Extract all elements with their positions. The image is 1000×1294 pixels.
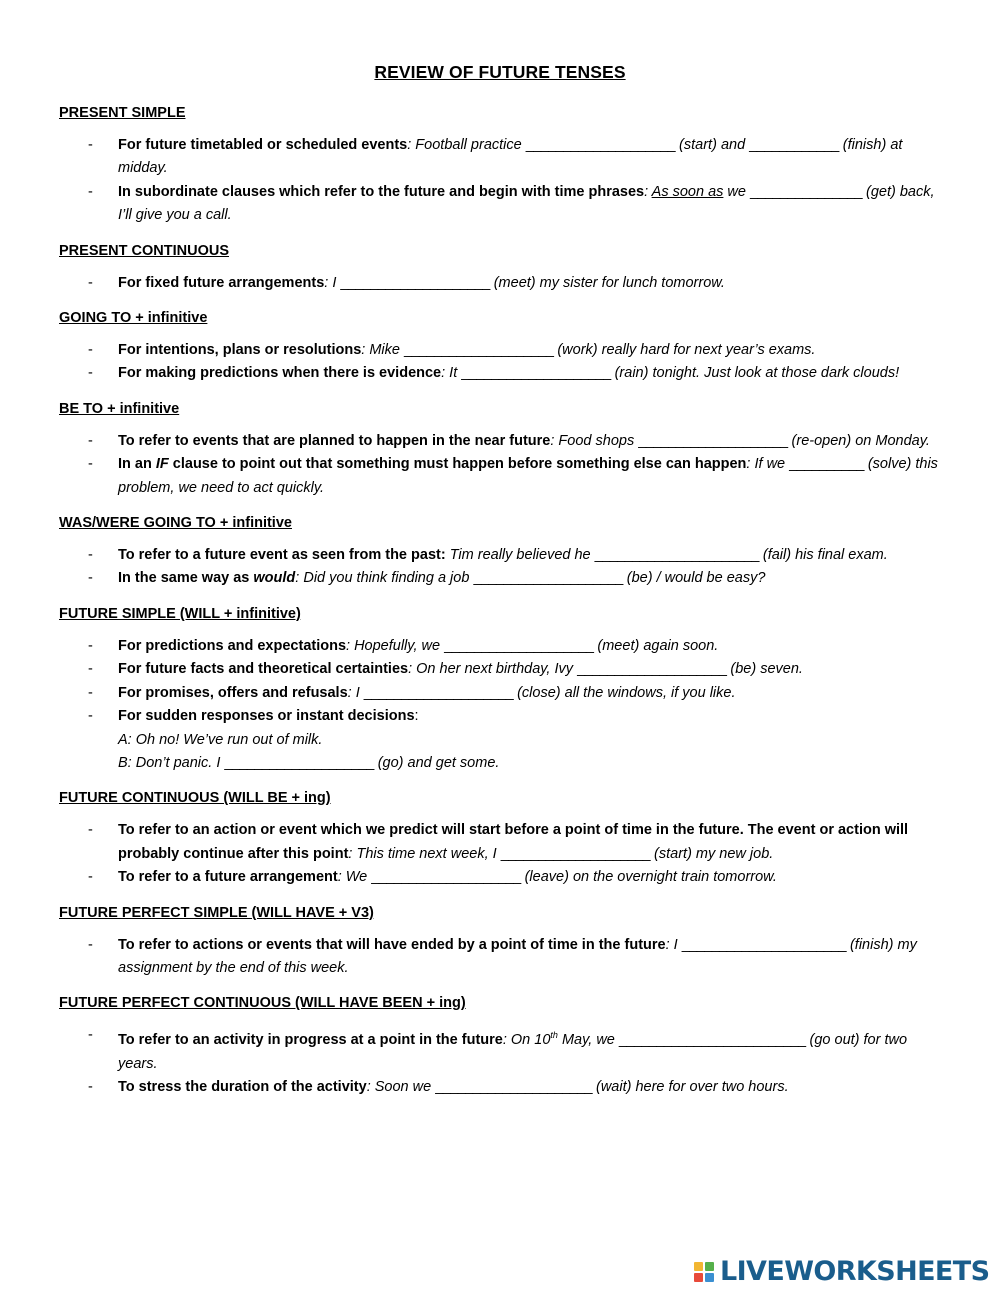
- text-run: : If we: [746, 456, 790, 473]
- rule-label: For future facts and theoretical certainties: [118, 661, 409, 678]
- punctuation: :: [414, 708, 419, 725]
- text-run: (re-open) on Monday.: [787, 432, 930, 449]
- rule-list: [59, 934, 944, 981]
- rule-list: [59, 339, 944, 386]
- tense-section: [59, 992, 944, 1099]
- rule-item: [59, 272, 944, 295]
- answer-blank[interactable]: ____________________: [340, 274, 490, 291]
- text-run: we: [723, 183, 750, 200]
- text-run: : I: [665, 936, 682, 953]
- rule-list: [59, 819, 944, 889]
- logo-square-2: [705, 1262, 714, 1271]
- rule-list: [59, 134, 944, 228]
- section-heading: PRESENT SIMPLE: [59, 105, 186, 121]
- section-heading: GOING TO + infinitive: [59, 310, 208, 327]
- rule-label: To refer to actions or events that will have ended by a point of time in the future: [118, 936, 666, 953]
- rule-label: For making predictions when there is evidence: [118, 365, 442, 382]
- example-sentence: [441, 365, 899, 381]
- answer-blank[interactable]: ____________________: [500, 845, 651, 862]
- rule-label: For fixed future arrangements: [118, 274, 325, 291]
- rule-list: [59, 272, 944, 295]
- text-run: : Hopefully, we: [346, 637, 445, 654]
- text-run: : On 10: [502, 1032, 551, 1049]
- rule-item: [59, 134, 944, 181]
- rule-item: [59, 682, 944, 705]
- rule-item: [59, 658, 944, 681]
- text-run: (finish) my assignment by the end of this week.: [118, 936, 917, 976]
- rule-item: [59, 819, 944, 866]
- rule-label: To refer to a future arrangement: [118, 869, 338, 886]
- text-run: (close) all the windows, if you like.: [513, 684, 736, 701]
- text-run: (meet) again soon.: [593, 637, 719, 654]
- text-run: May, we: [557, 1032, 619, 1049]
- rule-item: [59, 1024, 944, 1076]
- text-run: : Did you think finding a job: [295, 570, 474, 587]
- example-sentence: [408, 661, 803, 677]
- text-run: : Soon we: [366, 1078, 436, 1095]
- text-run: : We: [337, 869, 372, 886]
- answer-blank[interactable]: _______________: [750, 183, 862, 200]
- rule-item: [59, 453, 944, 500]
- text-run: : I: [324, 274, 341, 291]
- rule-label: For sudden responses or instant decisions: [118, 708, 415, 725]
- rule-label: To refer to a future event as seen from the past:: [118, 547, 446, 564]
- text-run: (meet) my sister for lunch tomorrow.: [489, 274, 725, 291]
- answer-blank[interactable]: ____________________: [461, 365, 611, 382]
- rule-item: [59, 544, 944, 567]
- underlined-phrase: As soon as: [651, 183, 724, 200]
- text-run: : Food shops: [550, 432, 639, 449]
- answer-blank[interactable]: ______________________: [681, 936, 846, 953]
- dialogue-line: [118, 752, 944, 775]
- text-run: (leave) on the overnight train tomorrow.: [520, 869, 777, 886]
- answer-blank[interactable]: ____________________: [224, 754, 374, 771]
- section-heading: FUTURE CONTINUOUS (WILL BE + ing): [59, 790, 331, 807]
- page-title: REVIEW OF FUTURE TENSES: [374, 62, 626, 82]
- text-run: (be) / would be easy?: [622, 570, 766, 587]
- text-run: : On her next birthday, Ivy: [408, 661, 578, 678]
- rule-item: [59, 934, 944, 981]
- tense-section: [59, 603, 944, 775]
- text-run: (finish) at midday.: [118, 137, 903, 177]
- logo-square-3: [694, 1273, 703, 1282]
- logo-square-1: [694, 1262, 703, 1271]
- text-run: Tim really believed he: [445, 547, 595, 564]
- answer-blank[interactable]: __________: [789, 456, 864, 473]
- text-run: (be) seven.: [726, 661, 803, 678]
- answer-blank[interactable]: ____________________: [473, 570, 623, 587]
- example-sentence: [295, 570, 765, 586]
- text-run: : Football practice: [407, 137, 526, 153]
- italic-keyword: IF: [155, 456, 169, 473]
- liveworksheets-mark-icon: [694, 1262, 714, 1282]
- answer-blank[interactable]: ____________________: [404, 342, 554, 359]
- answer-blank[interactable]: ____________________: [444, 637, 594, 654]
- section-heading: PRESENT CONTINUOUS: [59, 242, 229, 259]
- example-sentence: [324, 275, 725, 291]
- answer-blank[interactable]: _____________________: [435, 1078, 592, 1095]
- text-run: (go) and get some.: [373, 754, 500, 771]
- rule-item: [59, 705, 944, 775]
- text-run: A: Oh no! We’ve run out of milk.: [118, 731, 323, 748]
- text-run: clause to point out that something must happen before something else can happen: [168, 456, 747, 473]
- example-sentence: [367, 1079, 789, 1095]
- text-run: (get) back, I’ll give you a call.: [118, 183, 935, 224]
- section-heading: BE TO + infinitive: [59, 400, 180, 417]
- dialogue-line: [118, 729, 944, 752]
- text-run: (fail) his final exam.: [758, 547, 888, 564]
- tense-section: [59, 512, 944, 591]
- ordinal-suffix: th: [550, 1030, 558, 1041]
- tense-section: [59, 902, 944, 981]
- rule-label: For future timetabled or scheduled events: [118, 137, 408, 153]
- text-run: (work) really hard for next year’s exams.: [553, 342, 816, 359]
- text-run: : This time next week, I: [348, 845, 501, 862]
- rule-item: [59, 430, 944, 453]
- answer-blank[interactable]: ____________________: [371, 869, 521, 886]
- answer-blank[interactable]: ____________: [749, 137, 839, 153]
- rule-item: [59, 362, 944, 385]
- liveworksheets-logo: [694, 1256, 989, 1287]
- section-heading: FUTURE PERFECT CONTINUOUS (WILL HAVE BEEN + ing): [59, 995, 466, 1012]
- example-sentence: [446, 547, 888, 563]
- text-run: : It: [441, 365, 462, 382]
- text-run: B: Don’t panic. I: [118, 754, 225, 771]
- answer-blank[interactable]: ____________________: [638, 432, 788, 449]
- text-run: (solve) this problem, we need to act quickly.: [118, 456, 938, 496]
- rule-item: [59, 181, 944, 228]
- tense-section: [59, 398, 944, 500]
- section-heading: FUTURE SIMPLE (WILL + infinitive): [59, 605, 301, 622]
- logo-text: LIVEWORKSHEETS: [720, 1256, 990, 1287]
- rule-list: [59, 635, 944, 775]
- example-sentence: [550, 433, 930, 449]
- answer-blank[interactable]: _________________________: [618, 1032, 806, 1049]
- rule-label: [118, 570, 295, 586]
- text-run: (go out) for two years.: [118, 1032, 908, 1072]
- text-run: (start) and: [675, 137, 750, 153]
- example-sentence: [346, 638, 718, 654]
- text-run: (wait) here for over two hours.: [591, 1078, 789, 1095]
- rule-item: [59, 866, 944, 889]
- text-run: :: [644, 183, 652, 200]
- section-heading: WAS/WERE GOING TO + infinitive: [59, 515, 292, 532]
- example-sentence: [348, 846, 773, 862]
- tense-section: [59, 240, 944, 295]
- example-sentence: [361, 342, 815, 358]
- rule-label: [118, 456, 746, 472]
- text-run: : I: [347, 684, 364, 701]
- rule-label: For promises, offers and refusals: [118, 684, 348, 701]
- example-sentence: [338, 869, 777, 885]
- rule-item: [59, 635, 944, 658]
- rule-label: To refer to an activity in progress at a point in the future: [118, 1032, 503, 1049]
- answer-blank[interactable]: ____________________: [577, 661, 727, 678]
- italic-keyword: would: [253, 570, 296, 587]
- answer-blank[interactable]: ____________________: [363, 684, 514, 701]
- rule-label: To refer to an action or event which we predict will start before a point of time in the future. The event or action will probably continue after this point: [118, 822, 909, 862]
- section-heading: FUTURE PERFECT SIMPLE (WILL HAVE + V3): [59, 904, 374, 921]
- rule-label: In subordinate clauses which refer to the future and begin with time phrases: [118, 183, 645, 200]
- logo-square-4: [705, 1273, 714, 1282]
- rule-label: To refer to events that are planned to happen in the near future: [118, 432, 551, 449]
- worksheet-body: [59, 102, 944, 1111]
- tense-section: [59, 102, 944, 228]
- rule-label: For intentions, plans or resolutions: [118, 342, 362, 359]
- rule-item: [59, 339, 944, 362]
- rule-label: To stress the duration of the activity: [118, 1078, 367, 1095]
- example-sentence: [348, 685, 736, 701]
- answer-blank[interactable]: ____________________: [525, 137, 676, 153]
- tense-section: [59, 787, 944, 889]
- rule-list: [59, 1024, 944, 1099]
- tense-section: [59, 307, 944, 386]
- text-run: In the same way as: [118, 570, 254, 587]
- rule-item: [59, 1076, 944, 1099]
- rule-list: [59, 544, 944, 591]
- rule-label: For predictions and expectations: [118, 637, 347, 654]
- answer-blank[interactable]: ______________________: [594, 547, 759, 564]
- text-run: (rain) tonight. Just look at those dark clouds!: [610, 365, 900, 382]
- text-run: (start) my new job.: [650, 845, 774, 862]
- rule-item: [59, 567, 944, 590]
- text-run: In an: [118, 456, 156, 473]
- rule-list: [59, 430, 944, 500]
- text-run: : Mike: [361, 342, 404, 359]
